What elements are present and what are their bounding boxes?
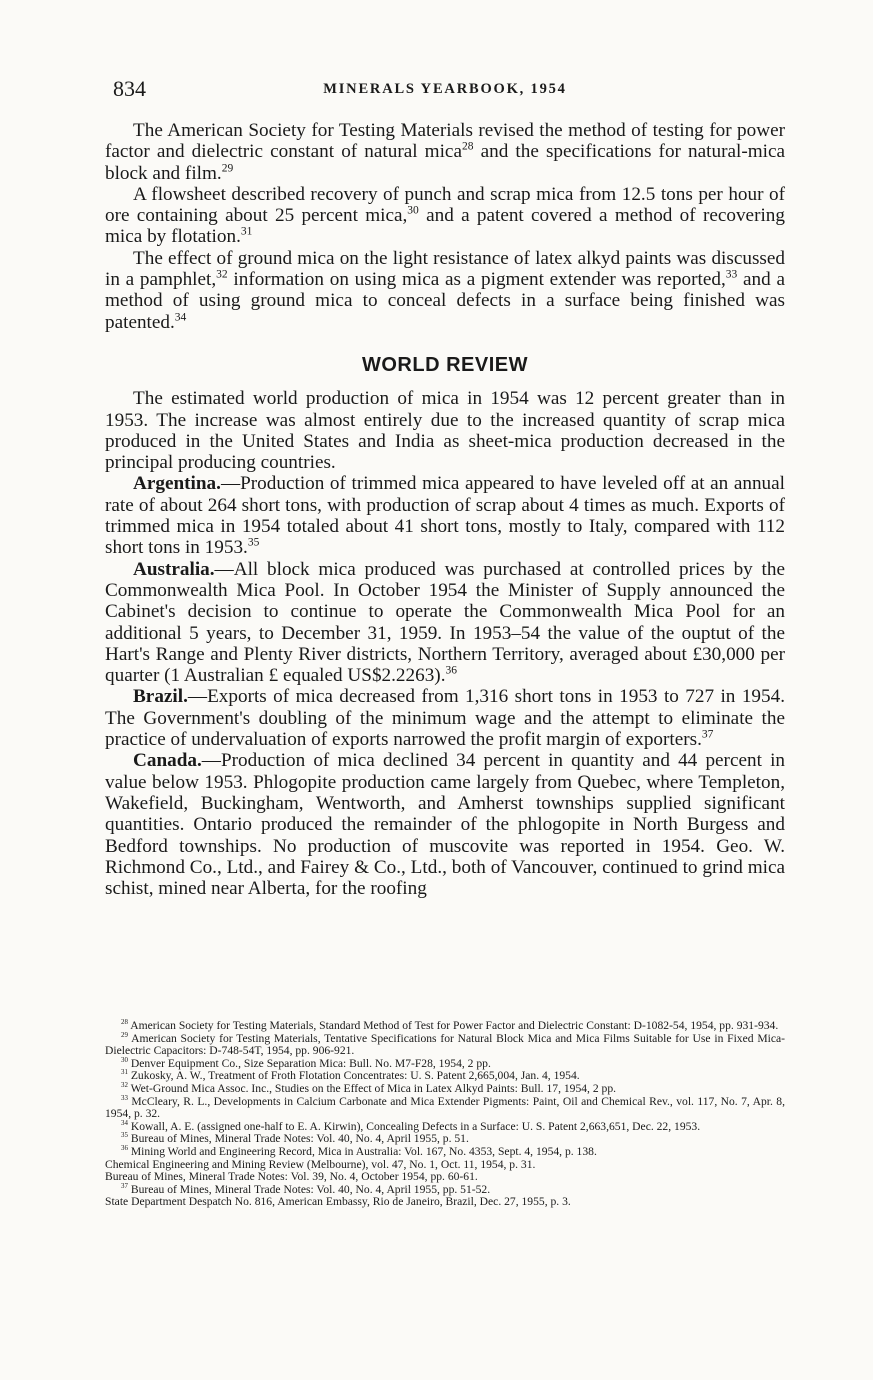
footnote-number: 33	[121, 1093, 128, 1102]
paragraph-text: A flowsheet described recovery of punch and scrap mica from 12.5 tons per hour of ore containing about 25 percent mica,	[105, 183, 785, 227]
country-name: Canada.	[133, 750, 202, 772]
footnote-number: 32	[121, 1081, 128, 1090]
footnote-text: Chemical Engineering and Mining Review (Melbourne), vol. 47, No. 1, Oct. 11, 1954, p. 31.	[105, 1157, 536, 1171]
footnote-text: Kowall, A. E. (assigned one-half to E. A. Kirwin), Concealing Defects in a Surface: U. S. Patent 2,663,651, Dec. 22, 1953.	[127, 1119, 701, 1133]
footnote-text: Bureau of Mines, Mineral Trade Notes: Vol. 39, No. 4, October 1954, pp. 60-61.	[105, 1170, 478, 1184]
section-heading: WORLD REVIEW	[362, 353, 528, 376]
footnote-text: Zukosky, A. W., Treatment of Froth Flotation Concentrates: U. S. Patent 2,665,004, Jan. 4, 1954.	[127, 1069, 580, 1083]
footnote-number: 30	[121, 1055, 128, 1064]
intro-paragraph	[105, 184, 785, 248]
page-header	[105, 76, 785, 104]
country-paragraph	[105, 750, 785, 899]
footnote-number: 29	[121, 1030, 128, 1039]
paragraph-text: and a patent covered a method of recovering mica by flotation.	[105, 205, 785, 248]
footnote-ref: 37	[701, 728, 714, 741]
footnote	[105, 1196, 785, 1209]
intro-paragraph	[105, 248, 785, 333]
paragraph-text: The effect of ground mica on the light resistance of latex alkyd paints was discussed in a pamphlet,	[105, 247, 785, 291]
footnote-ref: 36	[445, 664, 458, 677]
footnote-ref: 34	[174, 311, 187, 324]
footnote-text: Denver Equipment Co., Size Separation Mica: Bull. No. M7-F28, 1954, 2 pp.	[127, 1056, 491, 1070]
footnote-number: 35	[121, 1131, 128, 1140]
footnote-text: Bureau of Mines, Mineral Trade Notes: Vol. 40, No. 4, April 1955, pp. 51-52.	[127, 1182, 491, 1196]
running-title: MINERALS YEARBOOK, 1954	[323, 81, 567, 97]
paragraph-text: —Exports of mica decreased from 1,316 short tons in 1953 to 727 in 1954. The Government's doubling of the minimum wage and the attempt to eliminate the practice of undervaluation of exports narrowed the profit margin of exporters.	[105, 686, 785, 751]
footnote-text: State Department Despatch No. 816, American Embassy, Rio de Janeiro, Brazil, Dec. 27, 1955, p. 3.	[105, 1195, 571, 1209]
country-name: Australia.	[133, 558, 215, 580]
paragraph-text: —Production of mica declined 34 percent in quantity and 44 percent in value below 1953. Phlogopite production came largely from Quebec, where Templeton, Wakefield, Buckingham, Wentworth, and Amherst townships supplied significant quantities. Ontario produced the remainder of the phlogopite in North Burgess and Bedford townships. No production of muscovite was reported in 1954. Geo. W. Richmond Co., Ltd., and Fairey & Co., Ltd., both of Vancouver, continued to grind mica schist, mined near Alberta, for the roofing	[105, 750, 785, 900]
footnote	[105, 1030, 785, 1058]
footnote-ref: 28	[461, 140, 474, 153]
intro-paragraph	[105, 120, 785, 184]
footnote-text: Bureau of Mines, Mineral Trade Notes: Vol. 40, No. 4, April 1955, p. 51.	[127, 1132, 469, 1146]
paragraph-text: and a method of using ground mica to conceal defects in a surface being finished was patented.	[105, 269, 785, 333]
footnote-text: American Society for Testing Materials, Tentative Specifications for Natural Block Mica and Mica Films Suitable for Use in Fixed Mica-Dielectric Capacitors: D-748-54T, 1954, pp. 906-921.	[105, 1031, 785, 1058]
country-sections	[105, 473, 785, 899]
paragraph-text: information on using mica as a pigment extender was reported,	[227, 269, 726, 291]
country-paragraph	[105, 559, 785, 687]
country-name: Brazil.	[133, 686, 188, 708]
paragraph-text: —Production of trimmed mica appeared to have leveled off at an annual rate of about 264 short tons, with production of scrap about 4 times as much. Exports of trimmed mica in 1954 totaled about 41 short tons, mostly to Italy, compared with 112 short tons in 1953.	[105, 473, 785, 559]
page-number: 834	[113, 76, 146, 101]
footnote-number: 34	[121, 1118, 128, 1127]
footnote-text: McCleary, R. L., Developments in Calcium Carbonate and Mica Extender Pigments: Paint, Oil and Chemical Rev., vol. 117, No. 7, Apr. 8, 1954, p. 32.	[105, 1094, 785, 1121]
footnote-number: 36	[121, 1144, 128, 1153]
paragraph-text: —All block mica produced was purchased at controlled prices by the Commonwealth Mica Pool. In October 1954 the Minister of Supply announced the Cabinet's decision to continue to operate the Commonwealth Mica Pool for an additional 5 years, to December 31, 1959. In 1953–54 the value of the ouptut of the Hart's Range and Plenty River districts, Northern Territory, averaged about £30,000 per quarter (1 Australian £ equaled US$2.2263).	[105, 558, 785, 687]
paragraph-text: The American Society for Testing Materials revised the method of testing for power factor and dielectric constant of natural mica	[105, 120, 785, 163]
footnote-ref: 29	[221, 162, 234, 175]
footnote-text: American Society for Testing Materials, Standard Method of Test for Power Factor and Dielectric Constant: D-1082-54, 1954, pp. 931-934.	[127, 1019, 779, 1032]
country-paragraph	[105, 473, 785, 558]
country-name: Argentina.	[133, 473, 221, 495]
country-paragraph	[105, 686, 785, 750]
footnote-ref: 31	[240, 226, 253, 239]
footnote-number: 31	[121, 1068, 128, 1077]
footnote	[105, 1093, 785, 1121]
paragraph-text: and the specifications for natural-mica block and film.	[105, 141, 785, 184]
footnote-ref: 33	[725, 268, 738, 281]
footnote-ref: 32	[216, 268, 228, 281]
footnote-ref: 35	[247, 536, 260, 549]
footnote-text: Wet-Ground Mica Assoc. Inc., Studies on the Effect of Mica in Latex Alkyd Paints: Bull. 17, 1954, 2 pp.	[127, 1081, 617, 1095]
world-intro-paragraph: The estimated world production of mica in 1954 was 12 percent greater than in 1953. The increase was almost entirely due to the increased quantity of scrap mica produced in the United States and India as sheet-mica production decreased in the principal producing countries.	[105, 388, 785, 474]
footnote-number: 37	[121, 1181, 128, 1190]
body-text	[105, 120, 785, 899]
footnote-ref: 30	[407, 204, 419, 217]
footnote-text: Mining World and Engineering Record, Mica in Australia: Vol. 167, No. 4353, Sept. 4, 1954, p. 138.	[127, 1144, 597, 1158]
intro-section	[105, 120, 785, 333]
footnote-number: 28	[121, 1018, 128, 1027]
footnotes	[105, 1020, 785, 1209]
